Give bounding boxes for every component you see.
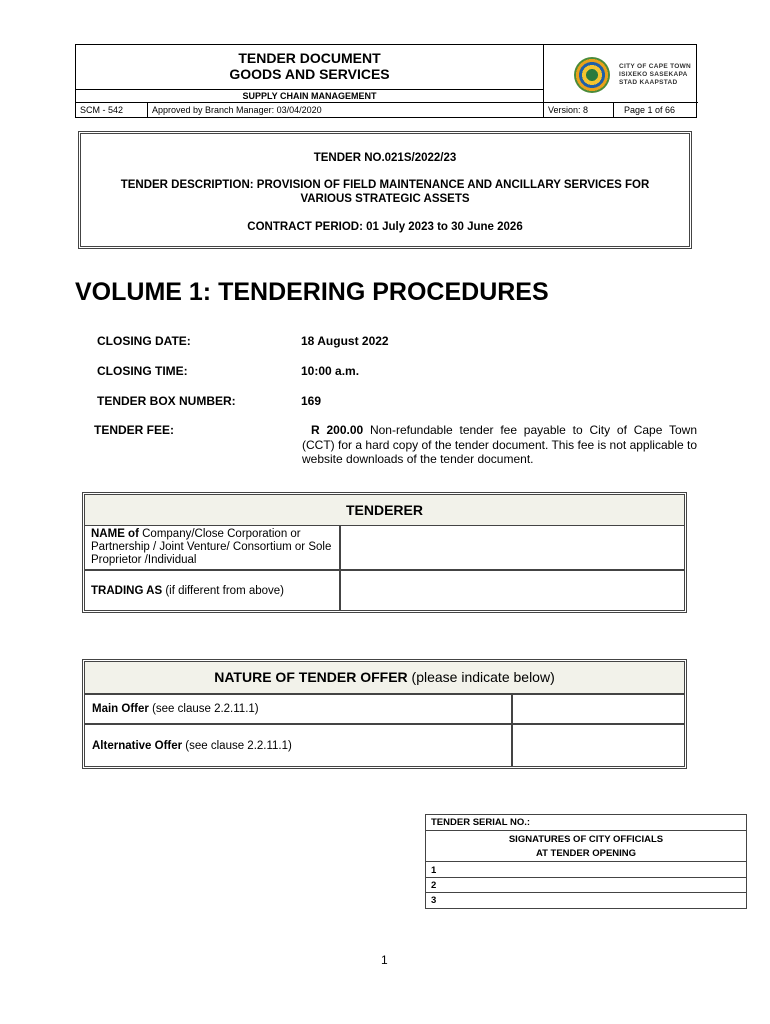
alt-offer-bold: Alternative Offer — [92, 739, 183, 752]
trading-label-bold: TRADING AS — [91, 584, 163, 597]
header-subtitle: SUPPLY CHAIN MANAGEMENT — [76, 89, 544, 102]
tender-offer-table — [82, 659, 687, 769]
page-number: 1 — [381, 953, 388, 967]
closing-date-value: 18 August 2022 — [301, 334, 389, 348]
version: Version: 8 — [544, 103, 614, 118]
trading-label-rest: (if different from above) — [162, 584, 285, 597]
alt-offer-rest: (see clause 2.2.11.1) — [182, 739, 292, 752]
header-title — [76, 45, 544, 89]
main-offer-rest: (see clause 2.2.11.1) — [148, 703, 259, 715]
header-title-line1: TENDER DOCUMENT — [238, 50, 381, 66]
tender-fee-text — [302, 423, 697, 467]
closing-time-label: CLOSING TIME: — [97, 364, 188, 378]
offer-heading-bold: NATURE OF TENDER OFFER — [214, 669, 408, 685]
tender-fee-description: Non-refundable tender fee payable to City of Cape Town (CCT) for a hard copy of the tender document. This fee is not applicable to website downloads of the tender document. — [302, 423, 697, 466]
document-header — [75, 44, 697, 118]
tenderer-trading-row — [85, 571, 684, 611]
tender-serial-table — [425, 814, 747, 909]
city-seal-icon — [574, 57, 610, 93]
logo-text-line3: STAD KAAPSTAD — [619, 79, 678, 86]
alternative-offer-field[interactable] — [515, 725, 684, 766]
tenderer-name-row — [85, 525, 684, 571]
serial-title: TENDER SERIAL NO.: — [426, 815, 746, 831]
signature-row[interactable]: 3 — [431, 895, 437, 906]
tender-fee-amount: R 200.00 — [311, 423, 364, 437]
doc-code: SCM - 542 — [76, 103, 148, 118]
volume-title: VOLUME 1: TENDERING PROCEDURES — [75, 278, 549, 306]
tender-box-number: 169 — [301, 394, 322, 408]
tenderer-name-field[interactable] — [343, 525, 684, 569]
tenderer-table — [82, 492, 687, 613]
trading-as-field[interactable] — [343, 571, 684, 611]
alternative-offer-label — [85, 725, 513, 766]
signatures-heading-line2: AT TENDER OPENING — [535, 848, 637, 859]
main-offer-row — [85, 695, 684, 725]
trading-as-label — [85, 571, 341, 611]
signature-row[interactable]: 1 — [426, 863, 746, 878]
offer-heading-rest: (please indicate below) — [407, 669, 555, 685]
tender-info-box — [78, 131, 692, 249]
approval-info: Approved by Branch Manager: 03/04/2020 — [148, 103, 544, 118]
closing-time-value: 10:00 a.m. — [301, 364, 360, 378]
tender-offer-heading — [85, 662, 684, 695]
main-offer-field[interactable] — [515, 695, 684, 723]
header-meta-row — [76, 102, 698, 118]
tender-description-line2: VARIOUS STRATEGIC ASSETS — [300, 193, 470, 205]
logo-text-line2: ISIXEKO SASEKAPA — [619, 71, 688, 78]
city-logo-text — [619, 63, 697, 87]
closing-date-label: CLOSING DATE: — [97, 334, 191, 348]
name-label-bold: NAME of — [91, 528, 139, 540]
signatures-heading — [426, 832, 746, 862]
tender-description-line1: TENDER DESCRIPTION: PROVISION OF FIELD MAINTENANCE AND ANCILLARY SERVICES FOR — [120, 179, 650, 191]
tender-number: TENDER NO.021S/2022/23 — [313, 152, 457, 164]
signature-row[interactable]: 2 — [426, 878, 746, 893]
signatures-heading-line1: SIGNATURES OF CITY OFFICIALS — [508, 834, 664, 845]
alternative-offer-row — [85, 725, 684, 766]
main-offer-label — [85, 695, 513, 723]
header-title-line2: GOODS AND SERVICES — [229, 66, 390, 82]
logo-text-line1: CITY OF CAPE TOWN — [619, 63, 692, 70]
tender-fee-label: TENDER FEE: — [94, 423, 175, 437]
tenderer-heading: TENDERER — [85, 495, 684, 526]
page-count: Page 1 of 66 — [624, 105, 676, 115]
contract-period: CONTRACT PERIOD: 01 July 2023 to 30 June 2026 — [247, 221, 523, 233]
name-label-rest: Company/Close Corporation or Partnership / Joint Venture/ Consortium or Sole Proprietor /Individual — [91, 528, 332, 566]
main-offer-bold: Main Offer — [92, 703, 149, 715]
tenderer-name-label — [85, 525, 341, 569]
tender-box-label: TENDER BOX NUMBER: — [97, 394, 236, 408]
